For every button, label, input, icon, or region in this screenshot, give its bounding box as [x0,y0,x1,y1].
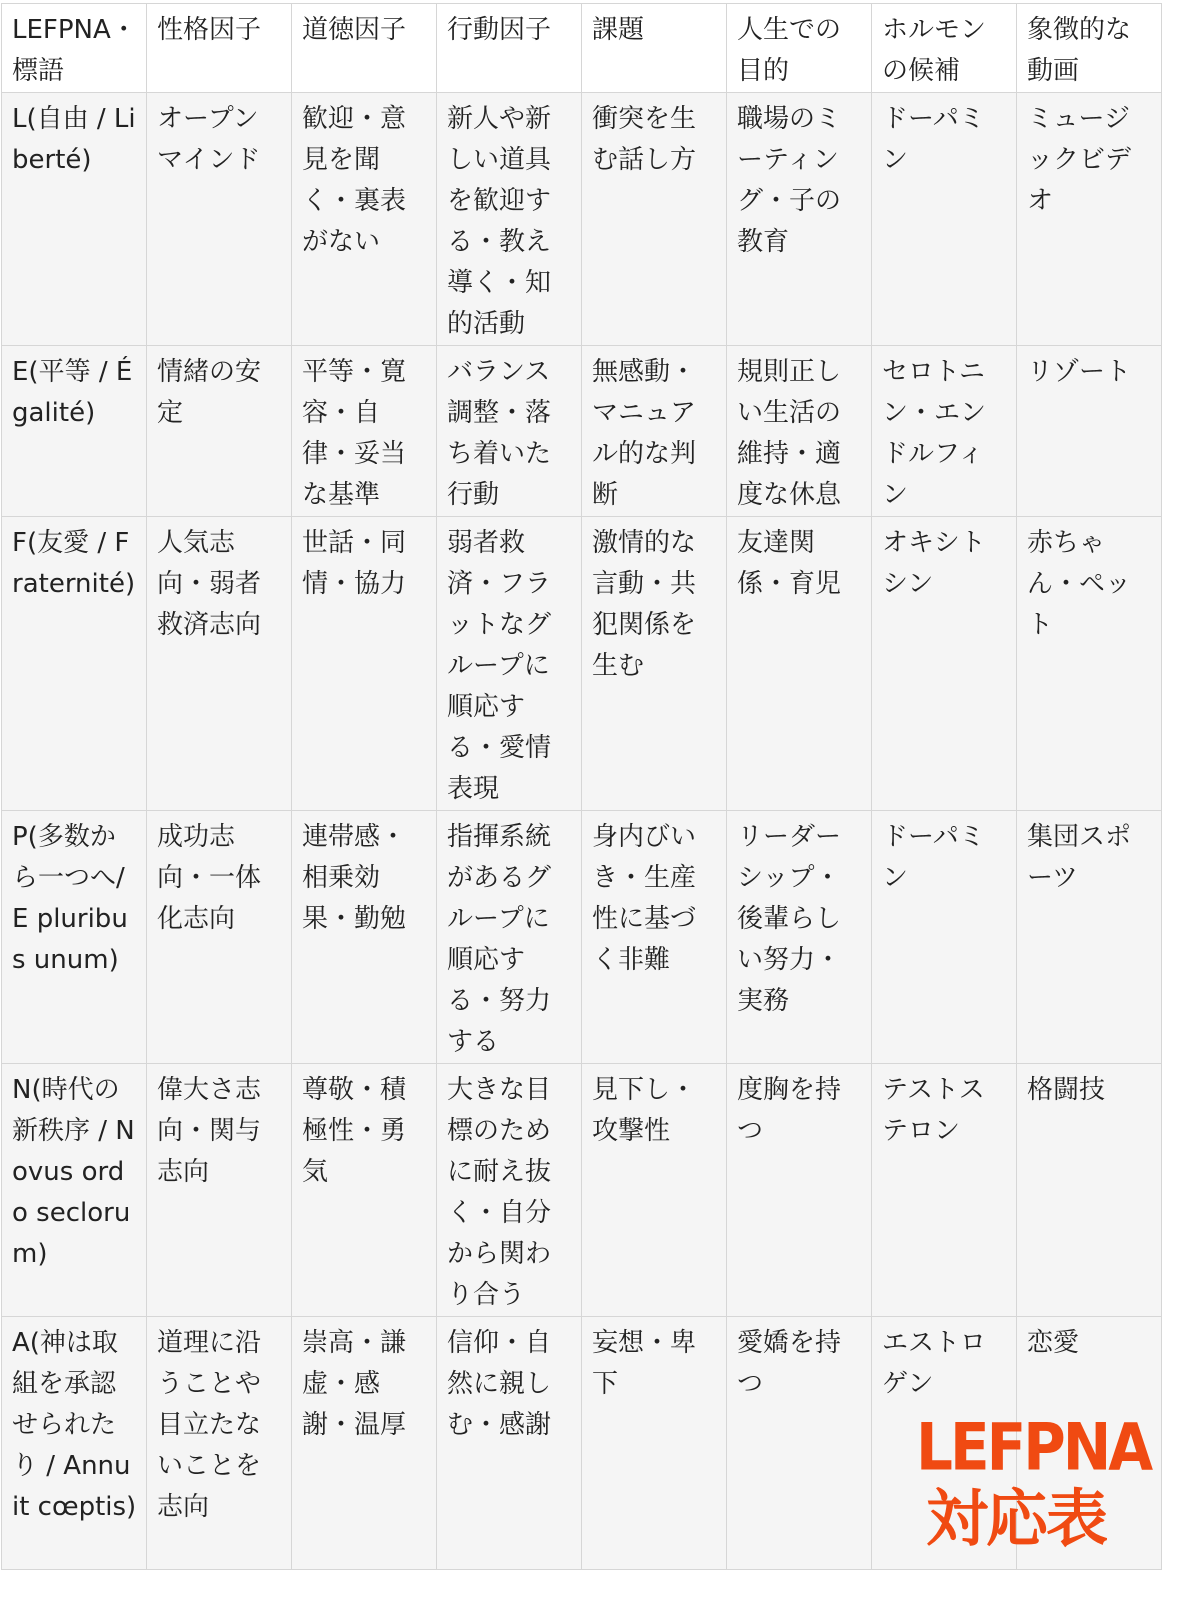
cell-behavior: 大きな目標のために耐え抜く・自分から関わり合う [437,1064,582,1317]
cell-symbolic-video: 集団スポーツ [1017,811,1162,1064]
stamp-title-line-2: 対応表 [925,1482,1106,1555]
header-row [2,4,1162,93]
cell-morality: 崇高・謙虚・感謝・温厚 [292,1317,437,1570]
cell-behavior: 新人や新しい道具を歓迎する・教え導く・知的活動 [437,93,582,346]
header-cell-personality: 性格因子 [147,4,292,93]
cell-hormone: セロトニン・エンドルフィン [872,346,1017,517]
cell-behavior: 指揮系統があるグループに順応する・努力する [437,811,582,1064]
header-cell-issue: 課題 [582,4,727,93]
cell-life-purpose: 友達関係・育児 [727,517,872,811]
lefpna-table [1,3,1162,1570]
cell-morality: 世話・同情・協力 [292,517,437,811]
table-row [2,1064,1162,1317]
header-cell-hormone: ホルモンの候補 [872,4,1017,93]
title-stamp [916,1408,1151,1555]
cell-motto: E(平等 / Égalité) [2,346,147,517]
cell-hormone: ドーパミン [872,93,1017,346]
header-cell-motto: LEFPNA・標語 [2,4,147,93]
cell-symbolic-video: 赤ちゃん・ペット [1017,517,1162,811]
cell-hormone: エストロゲン [872,1317,1017,1570]
cell-motto: A(神は取組を承認せられたり / Annuit cœptis) [2,1317,147,1570]
cell-motto: L(自由 / Liberté) [2,93,147,346]
cell-issue: 身内びいき・生産性に基づく非難 [582,811,727,1064]
cell-morality: 尊敬・積極性・勇気 [292,1064,437,1317]
cell-issue: 妄想・卑下 [582,1317,727,1570]
cell-personality: 成功志向・一体化志向 [147,811,292,1064]
cell-personality: 偉大さ志向・関与志向 [147,1064,292,1317]
header-cell-symbolic-video: 象徴的な動画 [1017,4,1162,93]
cell-life-purpose: 度胸を持つ [727,1064,872,1317]
cell-life-purpose: 規則正しい生活の維持・適度な休息 [727,346,872,517]
cell-life-purpose: 愛嬌を持つ [727,1317,872,1570]
cell-morality: 連帯感・相乗効果・勤勉 [292,811,437,1064]
cell-life-purpose: 職場のミーティング・子の教育 [727,93,872,346]
cell-life-purpose: リーダーシップ・後輩らしい努力・実務 [727,811,872,1064]
cell-hormone: ドーパミン [872,811,1017,1064]
cell-issue: 無感動・マニュアル的な判断 [582,346,727,517]
cell-personality: 人気志向・弱者救済志向 [147,517,292,811]
cell-morality: 平等・寛容・自律・妥当な基準 [292,346,437,517]
cell-personality: オープンマインド [147,93,292,346]
cell-hormone: オキシトシン [872,517,1017,811]
cell-issue: 見下し・攻撃性 [582,1064,727,1317]
cell-symbolic-video: 恋愛 [1017,1317,1162,1570]
cell-motto: P(多数から一つへ/ E pluribus unum) [2,811,147,1064]
cell-symbolic-video: リゾート [1017,346,1162,517]
cell-symbolic-video: 格闘技 [1017,1064,1162,1317]
cell-issue: 衝突を生む話し方 [582,93,727,346]
cell-personality: 情緒の安定 [147,346,292,517]
cell-morality: 歓迎・意見を聞く・裏表がない [292,93,437,346]
cell-issue: 激情的な言動・共犯関係を生む [582,517,727,811]
cell-personality: 道理に沿うことや目立たないことを志向 [147,1317,292,1570]
header-cell-morality: 道徳因子 [292,4,437,93]
cell-symbolic-video: ミュージックビデオ [1017,93,1162,346]
header-cell-behavior: 行動因子 [437,4,582,93]
cell-behavior: バランス調整・落ち着いた行動 [437,346,582,517]
table-row [2,93,1162,346]
cell-behavior: 信仰・自然に親しむ・感謝 [437,1317,582,1570]
header-cell-life-purpose: 人生での目的 [727,4,872,93]
cell-behavior: 弱者救済・フラットなグループに順応する・愛情表現 [437,517,582,811]
stamp-title-line-1: LEFPNA [916,1408,1151,1486]
cell-hormone: テストステロン [872,1064,1017,1317]
table-row [2,346,1162,517]
cell-motto: N(時代の新秩序 / Novus ordo seclorum) [2,1064,147,1317]
table-row [2,811,1162,1064]
table-row [2,517,1162,811]
cell-motto: F(友愛 / Fraternité) [2,517,147,811]
